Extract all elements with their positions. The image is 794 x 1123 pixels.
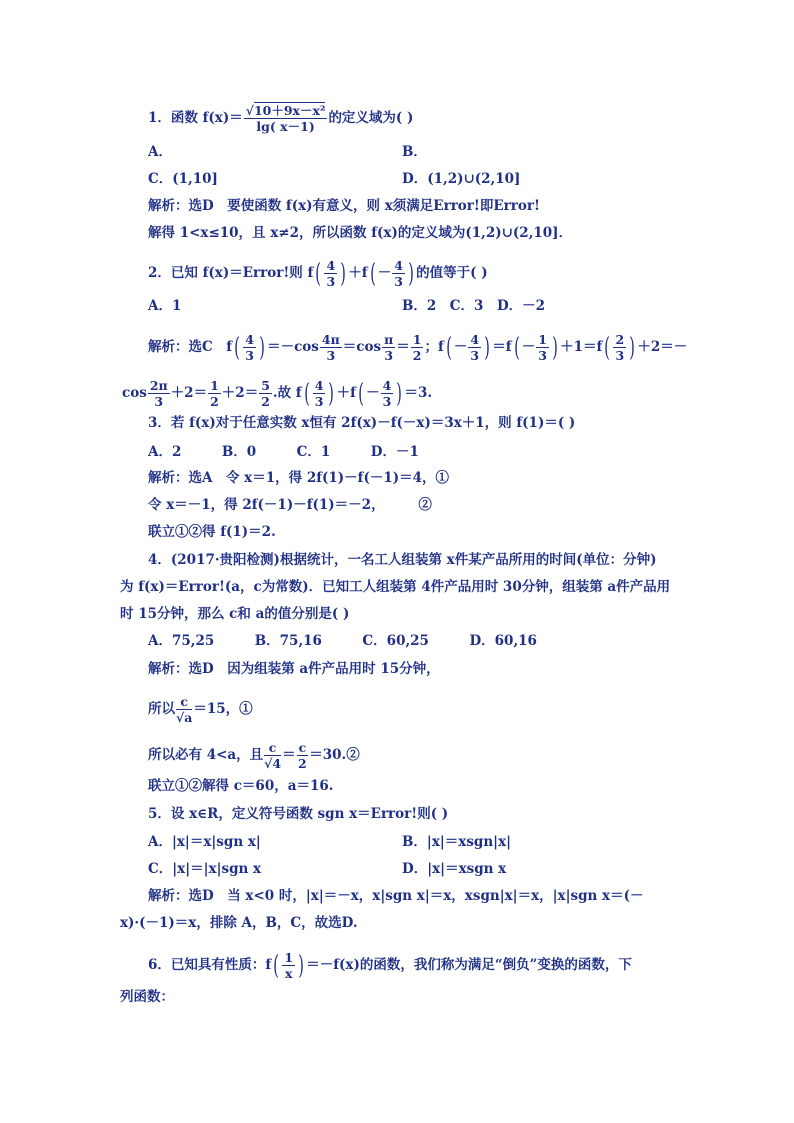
- q1-option-c[interactable]: C．(1,10]: [148, 171, 218, 187]
- q2-stem: 2．已知 f(x)＝Error!则 f( $\frac{4}{3}$ ) ＋f( － $\frac{4}{3}$ ) 的值等于( ): [148, 258, 488, 289]
- q6-stem-line1: 6．已知具有性质：f( $\frac{1}{x}$ ) ＝－f(x)的函数，我们称为满足“倒负”变换的函数，下: [148, 950, 632, 981]
- q1-stem: 1．函数 f(x)＝ $\frac{\text{√10＋9x－x²}}{\lg( x-1)}$ 的定义域为( ): [148, 103, 414, 134]
- q4-solution-line3: 所以必有 4<a，且 $\frac{c}{√4}$ ＝ $\frac{c}{2}$ ＝30.②: [148, 740, 360, 771]
- q1-option-d[interactable]: D．(1,2)∪(2,10]: [402, 171, 521, 187]
- q5-option-a[interactable]: A．|x|＝x|sgn x|: [148, 834, 261, 850]
- q3-solution-line3: 联立①②得 f(1)＝2.: [148, 524, 276, 540]
- q4-stem-line2: 为 f(x)＝Error!(a，c为常数)．已知工人组装第 4件产品用时 30分钟，组装第 a件产品用: [120, 579, 671, 595]
- q1-fraction: $\frac{\text{√10＋9x－x²}}{\lg( x-1)}$: [245, 103, 326, 134]
- q3-solution-line2: 令 x＝－1，得 2f(－1)－f(1)＝－2， ②: [148, 497, 432, 513]
- q4-stem-line3: 时 15分钟，那么 c和 a的值分别是( ): [120, 606, 350, 622]
- q2-options-bcd[interactable]: B．2 C．3 D．－2: [402, 298, 546, 314]
- q5-option-d[interactable]: D．|x|＝xsgn x: [402, 861, 507, 877]
- q5-stem: 5．设 x∈R，定义符号函数 sgn x＝Error!则( ): [148, 806, 449, 822]
- q2-solution-line2: cos $\frac{2\pi}{3}$ ＋2＝ $\frac{1}{2}$ ＋2＝ $\frac{5}{2}$ .故 f( $\frac{4}{3}$ ) ＋f( － $\frac{4}{3}$ ) ＝3.: [122, 378, 433, 409]
- q2-solution-line1: 解析：选C f( $\frac{4}{3}$ ) ＝－cos $\frac{4\pi}{3}$ ＝cos $\frac{\pi}{3}$ ＝ $\frac{1}{2}$ ；f( － $\frac{4}{3}$ ) ＝f( － $\frac{1}{3}$ ) ＋1＝f( $\frac{2}{3}$ ) ＋2＝－: [148, 332, 688, 363]
- q4-options[interactable]: A．75,25 B．75,16 C．60,25 D．60,16: [148, 633, 537, 649]
- q5-solution-line1: 解析：选D 当 x<0 时，|x|＝－x，x|sgn x|＝x，xsgn|x|＝x，|x|sgn x＝(－: [148, 888, 644, 904]
- q3-options[interactable]: A．2 B．0 C．1 D．－1: [148, 444, 419, 460]
- q2-option-a[interactable]: A．1: [148, 298, 182, 314]
- q1-solution-line1: 解析：选D 要使函数 f(x)有意义，则 x须满足Error!即Error!: [148, 198, 540, 214]
- q1-option-a[interactable]: A．: [148, 144, 172, 160]
- q5-solution-line2: x)·(－1)＝x，排除 A，B，C，故选D.: [120, 915, 358, 931]
- q4-solution-line4: 联立①②解得 c＝60，a＝16.: [148, 778, 334, 794]
- q4-solution-line1: 解析：选D 因为组装第 a件产品用时 15分钟，: [148, 661, 440, 677]
- q1-option-b[interactable]: B．: [402, 144, 427, 160]
- q4-stem-line1: 4．(2017·贵阳检测)根据统计，一名工人组装第 x件某产品所用的时间(单位：分钟): [148, 552, 657, 568]
- q3-solution-line1: 解析：选A 令 x＝1，得 2f(1)－f(－1)＝4，①: [148, 470, 450, 486]
- q5-option-c[interactable]: C．|x|＝|x|sgn x: [148, 861, 262, 877]
- q1-solution-line2: 解得 1<x≤10，且 x≠2，所以函数 f(x)的定义域为(1,2)∪(2,10]．: [148, 225, 573, 241]
- q6-stem-line2: 列函数：: [120, 989, 174, 1005]
- q4-solution-line2: 所以 $\frac{c}{√a}$ ＝15，①: [148, 694, 253, 725]
- q3-stem: 3．若 f(x)对于任意实数 x恒有 2f(x)－f(－x)＝3x＋1，则 f(1)＝( ): [148, 415, 576, 431]
- q5-option-b[interactable]: B．|x|＝xsgn|x|: [402, 834, 512, 850]
